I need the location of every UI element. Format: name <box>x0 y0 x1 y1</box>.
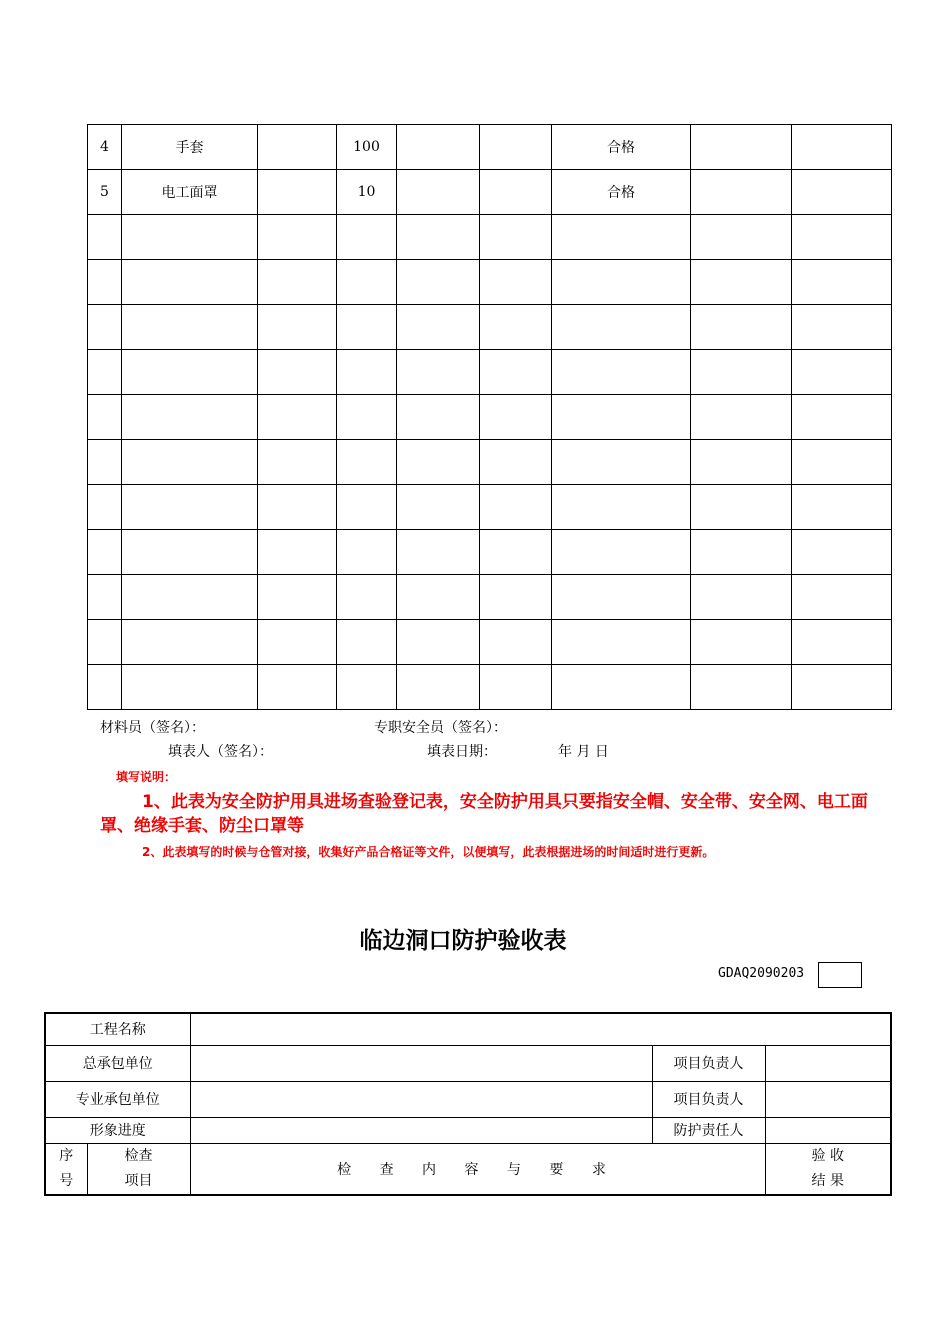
table-cell-c5[interactable] <box>397 350 480 395</box>
table-row <box>88 395 892 440</box>
equipment-register-table <box>87 124 892 710</box>
table-cell-c5[interactable] <box>397 575 480 620</box>
col-item-header-1: 检查 <box>124 1147 153 1164</box>
table-cell-no[interactable] <box>88 350 122 395</box>
col-result-header-2: 结 果 <box>811 1172 844 1189</box>
table-cell-c3[interactable] <box>258 530 337 575</box>
table-cell-c3[interactable] <box>258 575 337 620</box>
table-cell-c8[interactable] <box>691 260 792 305</box>
table-cell-qty[interactable] <box>337 530 397 575</box>
table-cell-c3[interactable] <box>258 350 337 395</box>
table-row <box>88 350 892 395</box>
table-cell-name[interactable] <box>122 260 258 305</box>
table-cell-c9[interactable] <box>792 260 892 305</box>
project-lead-value-2[interactable] <box>765 1081 891 1117</box>
table-cell-c3[interactable] <box>258 305 337 350</box>
table-cell-c3[interactable] <box>258 260 337 305</box>
project-lead-value[interactable] <box>765 1045 891 1081</box>
col-item-header-2: 项目 <box>124 1172 153 1189</box>
table-cell-c5[interactable] <box>397 440 480 485</box>
table-cell-name[interactable]: 电工面罩 <box>122 170 258 215</box>
table-cell-c9[interactable] <box>792 305 892 350</box>
col-item-header <box>87 1143 190 1195</box>
code-box[interactable] <box>818 962 862 988</box>
material-clerk-signature: 材料员（签名）： <box>100 720 205 736</box>
table-cell-no[interactable] <box>88 620 122 665</box>
table-cell-result[interactable] <box>552 350 691 395</box>
table-cell-c3[interactable] <box>258 215 337 260</box>
table-cell-c6[interactable] <box>480 125 552 170</box>
col-no-header-1: 序 <box>59 1147 74 1164</box>
table-cell-c5[interactable] <box>397 530 480 575</box>
table-cell-name[interactable] <box>122 305 258 350</box>
table-cell-c9[interactable] <box>792 215 892 260</box>
table-cell-result[interactable] <box>552 440 691 485</box>
table-row <box>88 170 892 215</box>
acceptance-table <box>44 1012 892 1196</box>
table-cell-no[interactable]: 4 <box>88 125 122 170</box>
table-cell-qty[interactable] <box>337 440 397 485</box>
table-cell-qty[interactable] <box>337 575 397 620</box>
table-cell-qty[interactable] <box>337 260 397 305</box>
table-row <box>88 260 892 305</box>
table-cell-no[interactable] <box>88 305 122 350</box>
table-cell-result[interactable] <box>552 665 691 710</box>
table-cell-c5[interactable] <box>397 395 480 440</box>
table-cell-c3[interactable] <box>258 620 337 665</box>
table-cell-result[interactable] <box>552 215 691 260</box>
table-cell-c5[interactable] <box>397 125 480 170</box>
table-cell-result[interactable] <box>552 395 691 440</box>
table-cell-result[interactable] <box>552 620 691 665</box>
table-row <box>88 440 892 485</box>
table-row <box>88 530 892 575</box>
table-cell-result[interactable]: 合格 <box>552 125 691 170</box>
table-cell-qty[interactable] <box>337 305 397 350</box>
col-no-header-2: 号 <box>59 1172 74 1189</box>
table-cell-c9[interactable] <box>792 125 892 170</box>
table-cell-no[interactable] <box>88 215 122 260</box>
table-cell-c3[interactable] <box>258 440 337 485</box>
general-contractor-label: 总承包单位 <box>45 1045 190 1081</box>
table-cell-c6[interactable] <box>480 620 552 665</box>
table-cell-c9[interactable] <box>792 395 892 440</box>
table-cell-result[interactable] <box>552 305 691 350</box>
table-cell-c8[interactable] <box>691 530 792 575</box>
table-cell-c8[interactable] <box>691 170 792 215</box>
col-result-header <box>765 1143 891 1195</box>
table-cell-c9[interactable] <box>792 170 892 215</box>
table-cell-c3[interactable] <box>258 395 337 440</box>
table-cell-name[interactable] <box>122 620 258 665</box>
table-cell-c9[interactable] <box>792 575 892 620</box>
progress-value[interactable] <box>190 1117 652 1143</box>
table-cell-no[interactable] <box>88 575 122 620</box>
table-cell-result[interactable] <box>552 530 691 575</box>
project-name-value[interactable] <box>190 1013 891 1045</box>
table-cell-no[interactable] <box>88 530 122 575</box>
protection-lead-value[interactable] <box>765 1117 891 1143</box>
table-cell-c9[interactable] <box>792 665 892 710</box>
protection-lead-label: 防护责任人 <box>652 1117 765 1143</box>
specialty-contractor-label: 专业承包单位 <box>45 1081 190 1117</box>
table-cell-c8[interactable] <box>691 575 792 620</box>
table-cell-no[interactable] <box>88 395 122 440</box>
general-contractor-value[interactable] <box>190 1045 652 1081</box>
table-cell-qty[interactable]: 100 <box>337 125 397 170</box>
table-cell-c3[interactable] <box>258 485 337 530</box>
table-cell-c5[interactable] <box>397 620 480 665</box>
table-cell-name[interactable] <box>122 530 258 575</box>
table-cell-c6[interactable] <box>480 305 552 350</box>
table-cell-c3[interactable] <box>258 125 337 170</box>
table-cell-name[interactable] <box>122 215 258 260</box>
col-result-header-1: 验 收 <box>811 1147 844 1164</box>
table-row <box>88 305 892 350</box>
table-row <box>88 215 892 260</box>
table-cell-c8[interactable] <box>691 305 792 350</box>
table-cell-c9[interactable] <box>792 440 892 485</box>
table-cell-c9[interactable] <box>792 485 892 530</box>
filler-signature: 填表人（签名）： <box>168 744 273 760</box>
table-cell-c8[interactable] <box>691 620 792 665</box>
specialty-contractor-value[interactable] <box>190 1081 652 1117</box>
project-lead-label: 项目负责人 <box>652 1045 765 1081</box>
table-cell-c3[interactable] <box>258 665 337 710</box>
table-cell-result[interactable] <box>552 260 691 305</box>
table-cell-c3[interactable] <box>258 170 337 215</box>
fill-date-label: 填表日期： <box>427 744 497 760</box>
table-cell-no[interactable]: 5 <box>88 170 122 215</box>
table-cell-c8[interactable] <box>691 350 792 395</box>
col-content-header: 检 查 内 容 与 要 求 <box>190 1143 765 1195</box>
project-name-label: 工程名称 <box>45 1013 190 1045</box>
table-cell-qty[interactable] <box>337 665 397 710</box>
table-cell-name[interactable] <box>122 575 258 620</box>
table-cell-name[interactable] <box>122 350 258 395</box>
table-cell-qty[interactable]: 10 <box>337 170 397 215</box>
table-cell-c9[interactable] <box>792 530 892 575</box>
progress-label: 形象进度 <box>45 1117 190 1143</box>
note-1: 1、此表为安全防护用具进场查验登记表，安全防护用具只要指安全帽、安全带、安全网、电工面罩、绝缘手套、防尘口罩等 <box>100 792 868 836</box>
table-cell-no[interactable] <box>88 260 122 305</box>
table-cell-c6[interactable] <box>480 665 552 710</box>
table-cell-c5[interactable] <box>397 260 480 305</box>
table-cell-qty[interactable] <box>337 395 397 440</box>
table-cell-c8[interactable] <box>691 485 792 530</box>
table-cell-name[interactable] <box>122 440 258 485</box>
table-cell-c6[interactable] <box>480 215 552 260</box>
table-cell-result[interactable] <box>552 485 691 530</box>
table-cell-c5[interactable] <box>397 215 480 260</box>
table-cell-name[interactable] <box>122 665 258 710</box>
table-cell-no[interactable] <box>88 665 122 710</box>
table-cell-c9[interactable] <box>792 620 892 665</box>
table-cell-c8[interactable] <box>691 395 792 440</box>
table-cell-c8[interactable] <box>691 665 792 710</box>
acceptance-form-title: 临边洞口防护验收表 <box>359 928 567 954</box>
table-cell-c6[interactable] <box>480 440 552 485</box>
table-cell-c6[interactable] <box>480 395 552 440</box>
table-cell-c6[interactable] <box>480 530 552 575</box>
table-row <box>88 665 892 710</box>
table-cell-c8[interactable] <box>691 440 792 485</box>
table-cell-c6[interactable] <box>480 170 552 215</box>
table-cell-result[interactable]: 合格 <box>552 170 691 215</box>
table-cell-qty[interactable] <box>337 620 397 665</box>
table-cell-qty[interactable] <box>337 215 397 260</box>
table-cell-c6[interactable] <box>480 260 552 305</box>
table-cell-no[interactable] <box>88 485 122 530</box>
notes-title: 填写说明： <box>116 770 177 784</box>
project-lead-label-2: 项目负责人 <box>652 1081 765 1117</box>
table-cell-name[interactable]: 手套 <box>122 125 258 170</box>
table-cell-c5[interactable] <box>397 485 480 530</box>
table-cell-name[interactable] <box>122 395 258 440</box>
table-cell-no[interactable] <box>88 440 122 485</box>
note-2: 2、此表填写的时候与仓管对接，收集好产品合格证等文件，以便填写，此表根据进场的时间适时进行更新。 <box>142 845 715 859</box>
table-cell-c6[interactable] <box>480 575 552 620</box>
table-cell-c5[interactable] <box>397 665 480 710</box>
table-cell-c8[interactable] <box>691 125 792 170</box>
table-cell-qty[interactable] <box>337 485 397 530</box>
table-cell-qty[interactable] <box>337 350 397 395</box>
col-no-header <box>45 1143 87 1195</box>
safety-officer-signature: 专职安全员（签名）： <box>374 720 507 736</box>
table-cell-c8[interactable] <box>691 215 792 260</box>
form-code: GDAQ2090203 <box>718 966 805 981</box>
table-cell-c6[interactable] <box>480 485 552 530</box>
table-cell-c9[interactable] <box>792 350 892 395</box>
table-cell-result[interactable] <box>552 575 691 620</box>
table-row <box>88 575 892 620</box>
date-units: 年 月 日 <box>558 744 609 760</box>
table-cell-c6[interactable] <box>480 350 552 395</box>
table-row <box>88 125 892 170</box>
table-cell-name[interactable] <box>122 485 258 530</box>
table-cell-c5[interactable] <box>397 305 480 350</box>
table-cell-c5[interactable] <box>397 170 480 215</box>
table-row <box>88 620 892 665</box>
table-row <box>88 485 892 530</box>
